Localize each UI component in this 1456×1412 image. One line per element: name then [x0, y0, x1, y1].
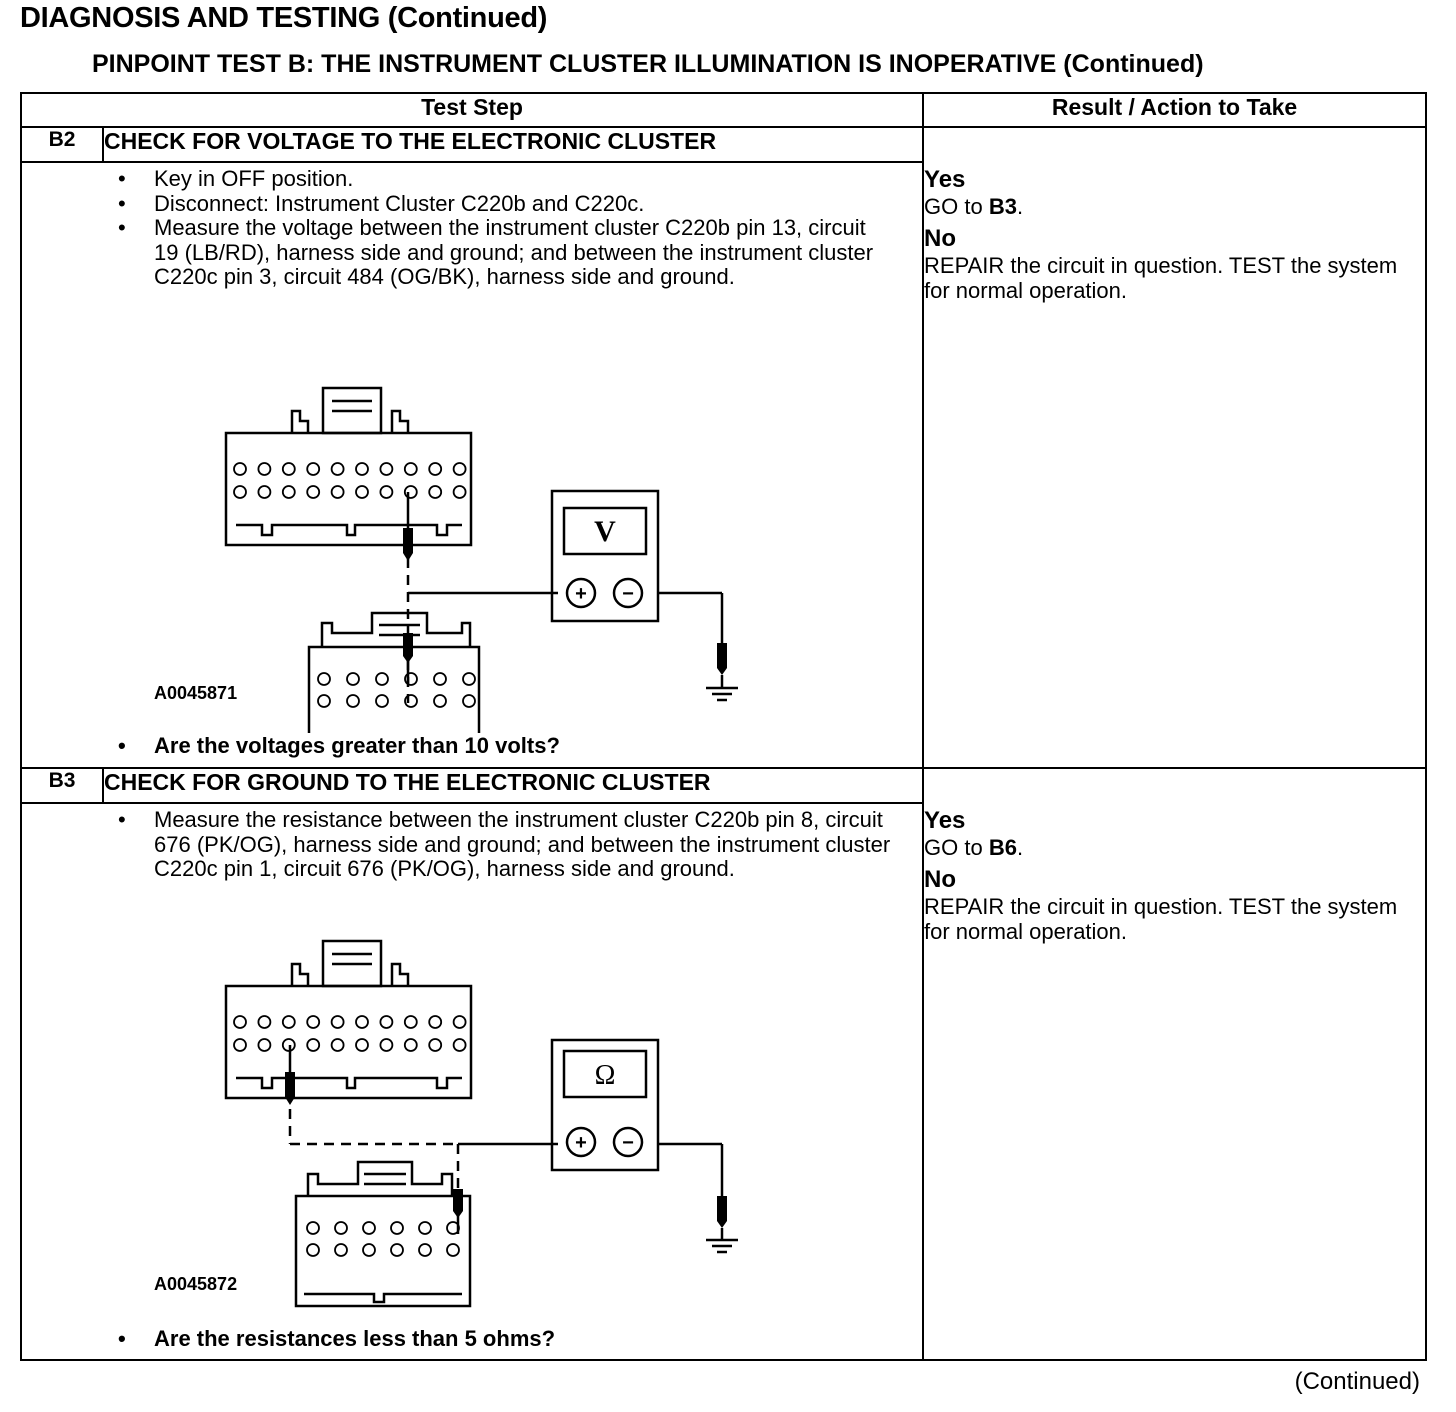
resistance-test-diagram — [22, 934, 922, 1314]
figure-id: A0045872 — [154, 1274, 238, 1294]
connector-pin — [347, 673, 359, 685]
step-instruction: • Measure the voltage between the instrument cluster C220b pin 13, circuit 19 (LB/RD), harness side and ground; and between the instrument cluster C220c pin 3, circuit 484 (OG/BK), harness side and ground. — [154, 216, 894, 290]
connector-pin — [332, 486, 344, 498]
connector-pin — [454, 463, 466, 475]
result-no-label: No — [924, 225, 957, 252]
connector-pin — [307, 1222, 319, 1234]
connector-pin — [463, 695, 475, 707]
column-header-result: Result / Action to Take — [923, 93, 1426, 127]
minus-terminal-label: − — [622, 1132, 634, 1154]
connector-pin — [454, 1016, 466, 1028]
step-id: B3 — [21, 768, 103, 803]
connector-pin — [376, 695, 388, 707]
connector-pin — [454, 1039, 466, 1051]
connector-pin — [258, 1016, 270, 1028]
step-title: CHECK FOR GROUND TO THE ELECTRONIC CLUSTER — [103, 768, 923, 803]
connector-pin — [419, 1222, 431, 1234]
connector-pin — [429, 1039, 441, 1051]
step-instruction: • Measure the resistance between the instrument cluster C220b pin 8, circuit 676 (PK/OG), harness side and ground; and between the instrument cluster C220c pin 1, circuit 676 (PK/OG), harness side and ground. — [154, 808, 894, 882]
connector-pin — [356, 486, 368, 498]
result-yes-label: Yes — [924, 166, 966, 193]
connector-pin — [419, 1244, 431, 1256]
connector-pin — [335, 1222, 347, 1234]
connector-pin — [332, 1039, 344, 1051]
connector-pin — [363, 1222, 375, 1234]
connector-pin — [405, 1016, 417, 1028]
connector-pin — [307, 486, 319, 498]
figure-id: A0045871 — [154, 683, 238, 703]
step-question: • Are the resistances less than 5 ohms? — [154, 1326, 555, 1352]
connector-pin — [380, 486, 392, 498]
connector-pin — [434, 673, 446, 685]
pinpoint-test-table — [20, 92, 1427, 1361]
connector-pin — [356, 463, 368, 475]
result-yes-action: GO to B6. — [924, 835, 1024, 860]
connector-pin — [447, 1244, 459, 1256]
step-instruction: • Disconnect: Instrument Cluster C220b and C220c. — [154, 192, 894, 217]
step-body — [21, 162, 923, 768]
column-header-test-step: Test Step — [21, 93, 923, 127]
connector-pin — [429, 463, 441, 475]
connector-pin — [380, 1016, 392, 1028]
connector-pin — [258, 1039, 270, 1051]
connector-pin — [391, 1244, 403, 1256]
connector-pin — [283, 1016, 295, 1028]
step-instruction: • Key in OFF position. — [154, 167, 894, 192]
page-title: DIAGNOSIS AND TESTING (Continued) — [20, 2, 548, 34]
pinpoint-test-title: PINPOINT TEST B: THE INSTRUMENT CLUSTER ILLUMINATION IS INOPERATIVE (Continued) — [92, 50, 1204, 78]
connector-pin — [332, 463, 344, 475]
result-no-action: REPAIR the circuit in question. TEST the system for normal operation. — [924, 894, 1398, 944]
connector-pin — [380, 463, 392, 475]
connector-pin — [258, 463, 270, 475]
connector-pin — [405, 463, 417, 475]
connector-pin — [307, 1039, 319, 1051]
result-no-label: No — [924, 866, 957, 893]
plus-terminal-label: + — [575, 1132, 587, 1154]
result-cell — [923, 768, 1426, 1360]
connector-pin — [405, 486, 417, 498]
result-yes-action: GO to B3. — [924, 194, 1024, 219]
result-no-action: REPAIR the circuit in question. TEST the system for normal operation. — [924, 253, 1398, 303]
step-title: CHECK FOR VOLTAGE TO THE ELECTRONIC CLUSTER — [103, 127, 923, 162]
connector-pin — [283, 486, 295, 498]
connector-pin — [234, 1039, 246, 1051]
step-body — [21, 803, 923, 1360]
connector-pin — [347, 695, 359, 707]
connector-pin — [429, 1016, 441, 1028]
plus-terminal-label: + — [575, 583, 587, 605]
meter-mode-symbol: Ω — [594, 1060, 616, 1091]
connector-pin — [391, 1222, 403, 1234]
connector-pin — [234, 486, 246, 498]
meter-mode-symbol: V — [594, 515, 616, 548]
connector-pin — [463, 673, 475, 685]
connector-pin — [434, 695, 446, 707]
connector-pin — [356, 1039, 368, 1051]
connector-pin — [234, 1016, 246, 1028]
minus-terminal-label: − — [622, 583, 634, 605]
result-yes-label: Yes — [924, 807, 966, 834]
connector-pin — [380, 1039, 392, 1051]
step-id: B2 — [21, 127, 103, 162]
step-question: • Are the voltages greater than 10 volts? — [154, 733, 560, 759]
goto-step-link: B3 — [988, 194, 1017, 219]
connector-pin — [234, 463, 246, 475]
voltage-test-diagram — [22, 353, 922, 733]
connector-pin — [429, 486, 441, 498]
connector-pin — [258, 486, 270, 498]
connector-pin — [335, 1244, 347, 1256]
connector-pin — [356, 1016, 368, 1028]
connector-pin — [307, 1244, 319, 1256]
connector-pin — [363, 1244, 375, 1256]
connector-pin — [454, 486, 466, 498]
connector-pin — [318, 673, 330, 685]
continued-note: (Continued) — [1294, 1368, 1420, 1395]
connector-pin — [318, 695, 330, 707]
goto-step-link: B6 — [988, 835, 1017, 860]
connector-pin — [405, 1039, 417, 1051]
connector-pin — [332, 1016, 344, 1028]
connector-pin — [376, 673, 388, 685]
connector-pin — [307, 1016, 319, 1028]
connector-pin — [307, 463, 319, 475]
result-cell — [923, 127, 1426, 768]
connector-pin — [283, 463, 295, 475]
